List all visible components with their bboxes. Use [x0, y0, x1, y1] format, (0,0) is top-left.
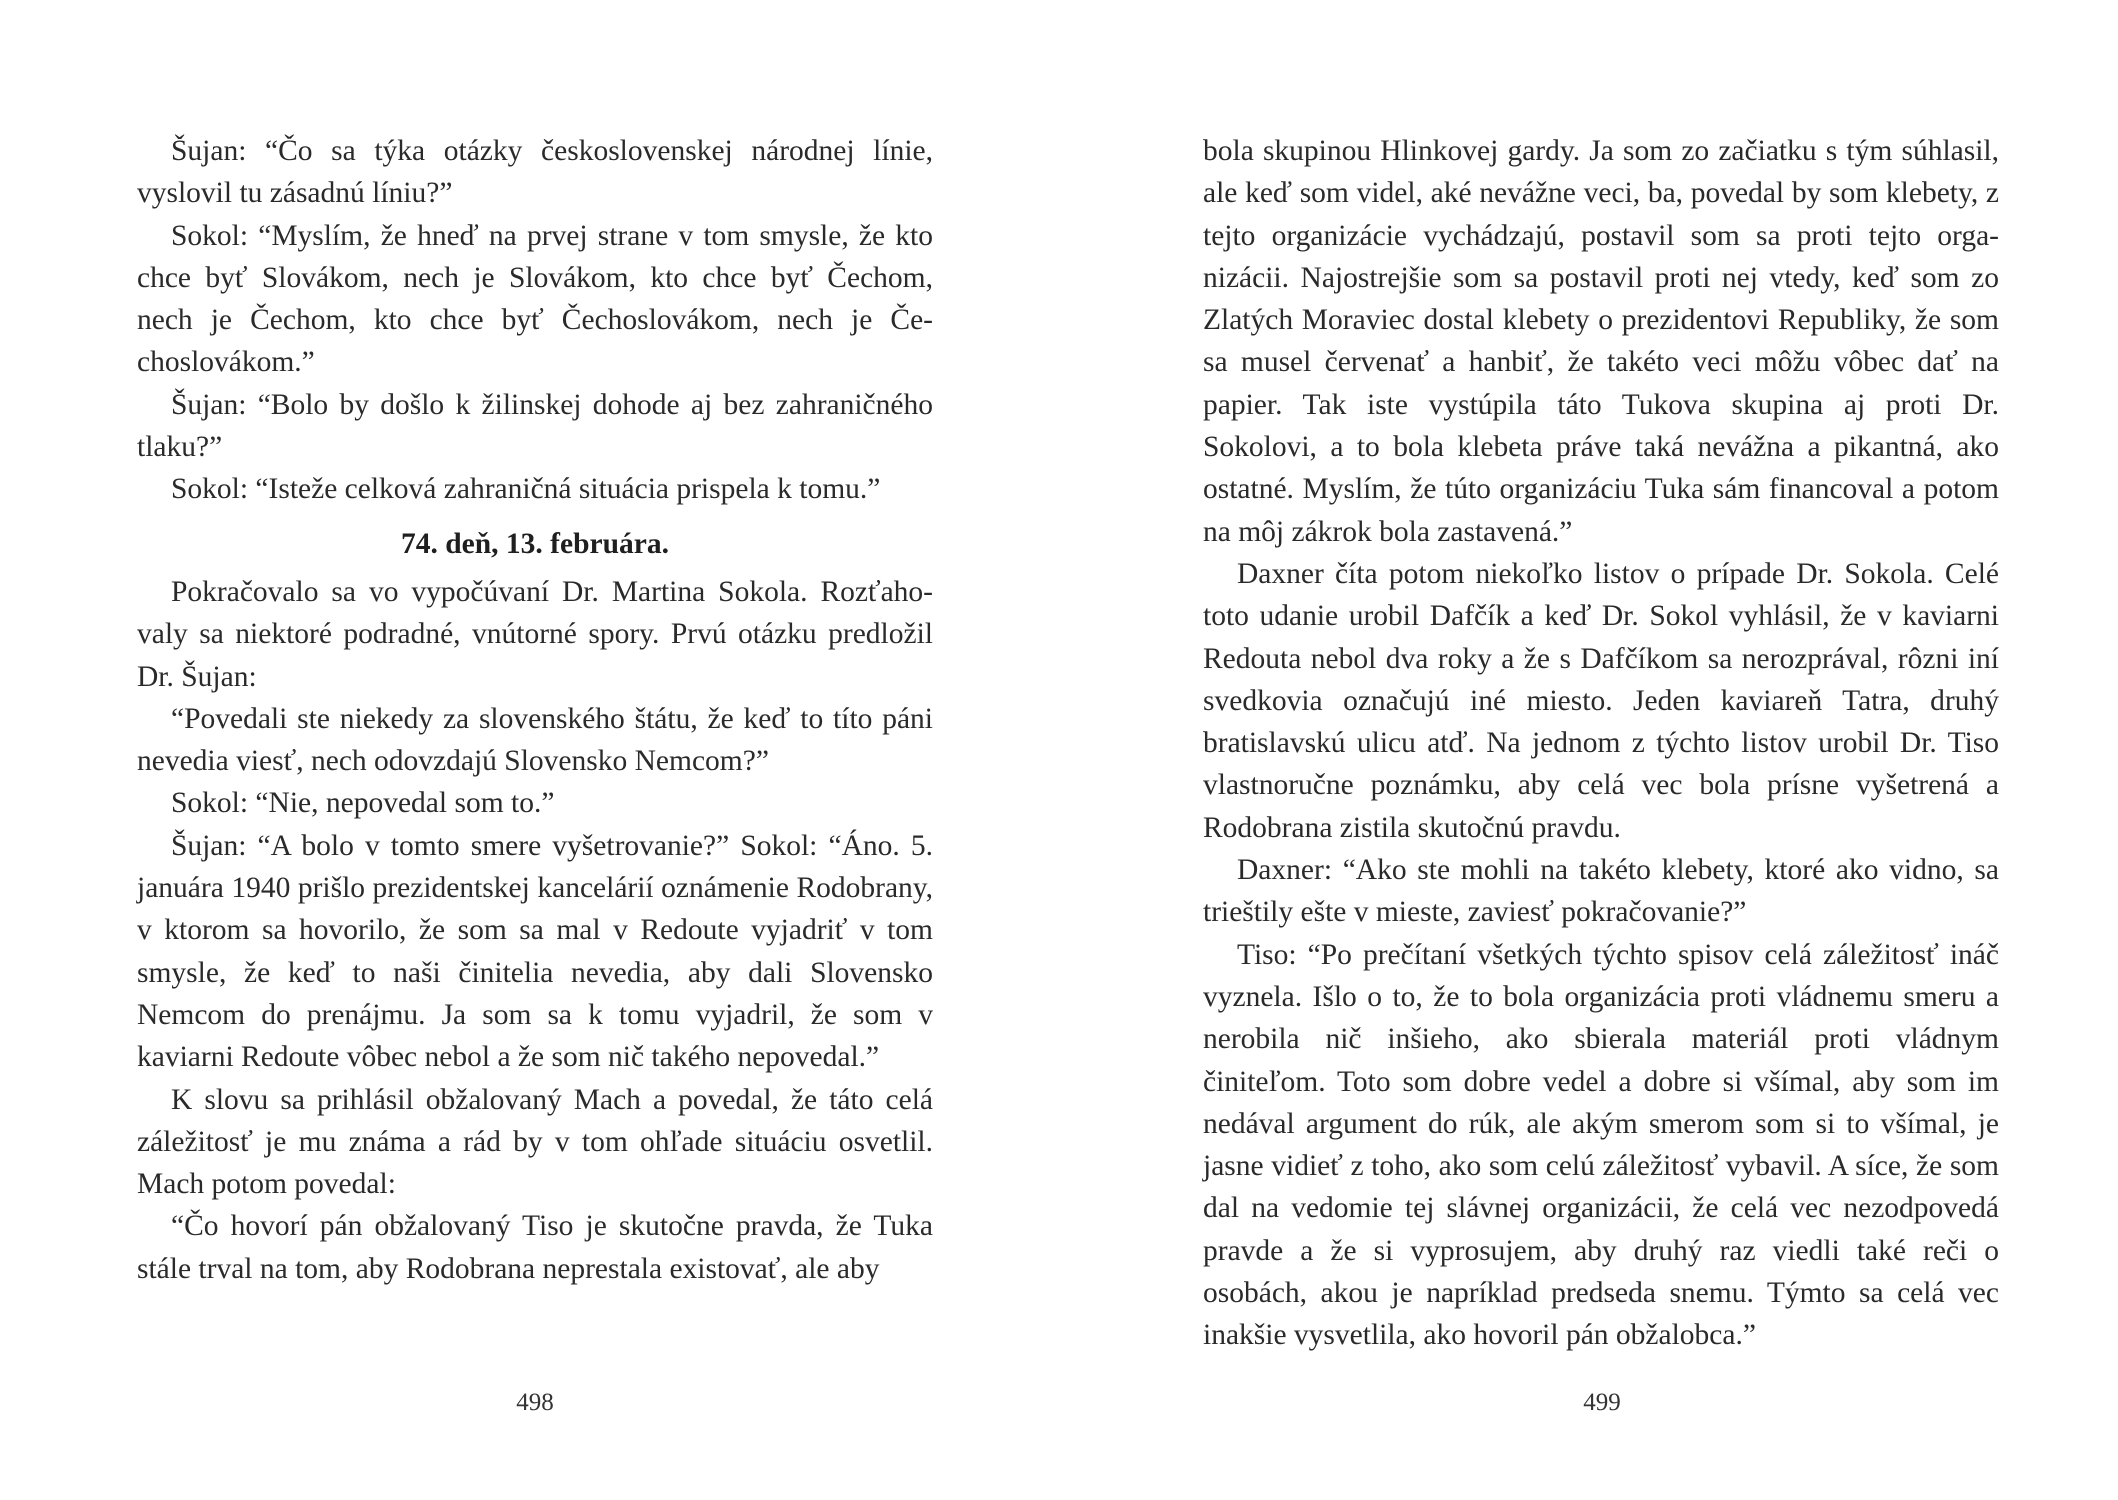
- left-page-text: [137, 130, 933, 1290]
- right-page: [1059, 0, 2118, 1500]
- paragraph: Šujan: “Bolo by došlo k žilinskej dohode aj bez zahraničného tlaku?”: [137, 388, 933, 464]
- paragraph: K slovu sa prihlásil obžalovaný Mach a povedal, že táto celá záležitosť je mu známa a rád by v tom ohľade situáciu osvetlil. Mach potom povedal:: [137, 1083, 933, 1201]
- right-page-text: [1203, 130, 1999, 1357]
- paragraph: Daxner: “Ako ste mohli na takéto klebety, ktoré ako vidno, sa trieštily ešte v mieste, zaviesť pokračovanie?”: [1203, 854, 1999, 929]
- paragraph: Šujan: “A bolo v tomto smere vyšetrovanie?” Sokol: “Áno. 5. januára 1940 prišlo prezidentskej kancelárií oznámenie Rodobrany, v ktorom sa hovorilo, že som sa mal v Redoute vyjadriť v tom smysle, že keď to naši činitelia nevedia, aby dali Slovensko Nemcom do prenájmu. Ja som sa k tomu vyjadril, že som v kaviarni Redoute vôbec nebol a že som nič takého nepovedal.”: [137, 829, 933, 1074]
- paragraph: Sokol: “Myslím, že hneď na prvej strane v tom smysle, že kto chce byť Slovákom, nech je Slovákom, kto chce byť Čechom, nech je Čechom, kto chce byť Čechoslovákom, nech je Čechoslovákom.”: [137, 219, 933, 379]
- paragraph: Daxner číta potom niekoľko listov o prípade Dr. Sokola. Celé toto udanie urobil Dafčík a keď Dr. Sokol vyhlásil, že v kaviarni Redouta nebol dva roky a že s Dafčíkom sa nerozprával, rôzni iní svedkovia označujú iné miesto. Jeden kaviareň Tatra, druhý bratislavskú ulicu atď. Na jednom z týchto listov urobil Dr. Tiso vlastnoručne poznámku, aby celá vec bola prísne vyšetrená a Rodobrana zistila skutočnú pravdu.: [1203, 557, 1999, 844]
- paragraph: Tiso: “Po prečítaní všetkých týchto spisov celá záležitosť ináč vyznela. Išlo o to, že to bola organizácia proti vládnemu smeru a nerobila nič inšieho, ako sbierala materiál proti vládnym činiteľom. Toto som dobre vedel a dobre si všímal, aby som im nedával argument do rúk, ale akým smerom som si to všímal, je jasne vidieť z toho, ako som celú záležitosť vybavil. A síce, že som dal na vedomie tej slávnej organizácii, že celá vec nezodpovedá pravde a že si vyprosujem, aby druhý raz viedli také reči o osobách, akou je napríklad predseda snemu. Týmto sa celá vec inakšie vysvetlila, ako hovoril pán obžalobca.”: [1203, 938, 1999, 1352]
- paragraph: “Čo hovorí pán obžalovaný Tiso je skutočne pravda, že Tuka stále trval na tom, aby Rodobrana neprestala existovať, ale aby: [137, 1210, 933, 1285]
- paragraph: Sokol: “Isteže celková zahraničná situácia prispela k tomu.”: [171, 473, 881, 506]
- paragraph-continued: bola skupinou Hlinkovej gardy. Ja som zo začiatku s tým súhlasil, ale keď som videl, aké nevážne veci, ba, povedal by som klebety, z tejto organizácie vychádzajú, postavil som sa proti tejto organizácii. Najostrejšie som sa postavil proti nej vtedy, keď som zo Zlatých Moraviec dostal klebety o prezidentovi Republiky, že som sa musel červenať a hanbiť, že takéto veci môžu vôbec dať na papier. Tak iste vystúpila táto Tukova skupina aj proti Dr. Sokolovi, a to bola klebeta práve taká nevážna a pikantná, ako ostatné. Myslím, že túto organizáciu Tuka sám financoval a potom na môj zákrok bola zastavená.”: [1203, 135, 1999, 548]
- paragraph: Sokol: “Nie, nepovedal som to.”: [171, 787, 555, 820]
- paragraph: Šujan: “Čo sa týka otázky československej národnej línie, vyslovil tu zásadnú líniu?”: [137, 135, 933, 210]
- paragraph: Pokračovalo sa vo vypočúvaní Dr. Martina Sokola. Rozťahovaly sa niektoré podradné, vnútorné spory. Prvú otázku predložil Dr. Šujan:: [137, 575, 933, 693]
- section-heading: 74. deň, 13. februára.: [401, 527, 669, 560]
- page-number: 499: [1583, 1389, 1621, 1416]
- page-number: 498: [516, 1389, 554, 1416]
- paragraph: “Povedali ste niekedy za slovenského štátu, že keď to títo páni nevedia viesť, nech odovzdajú Slovensko Nemcom?”: [137, 702, 933, 778]
